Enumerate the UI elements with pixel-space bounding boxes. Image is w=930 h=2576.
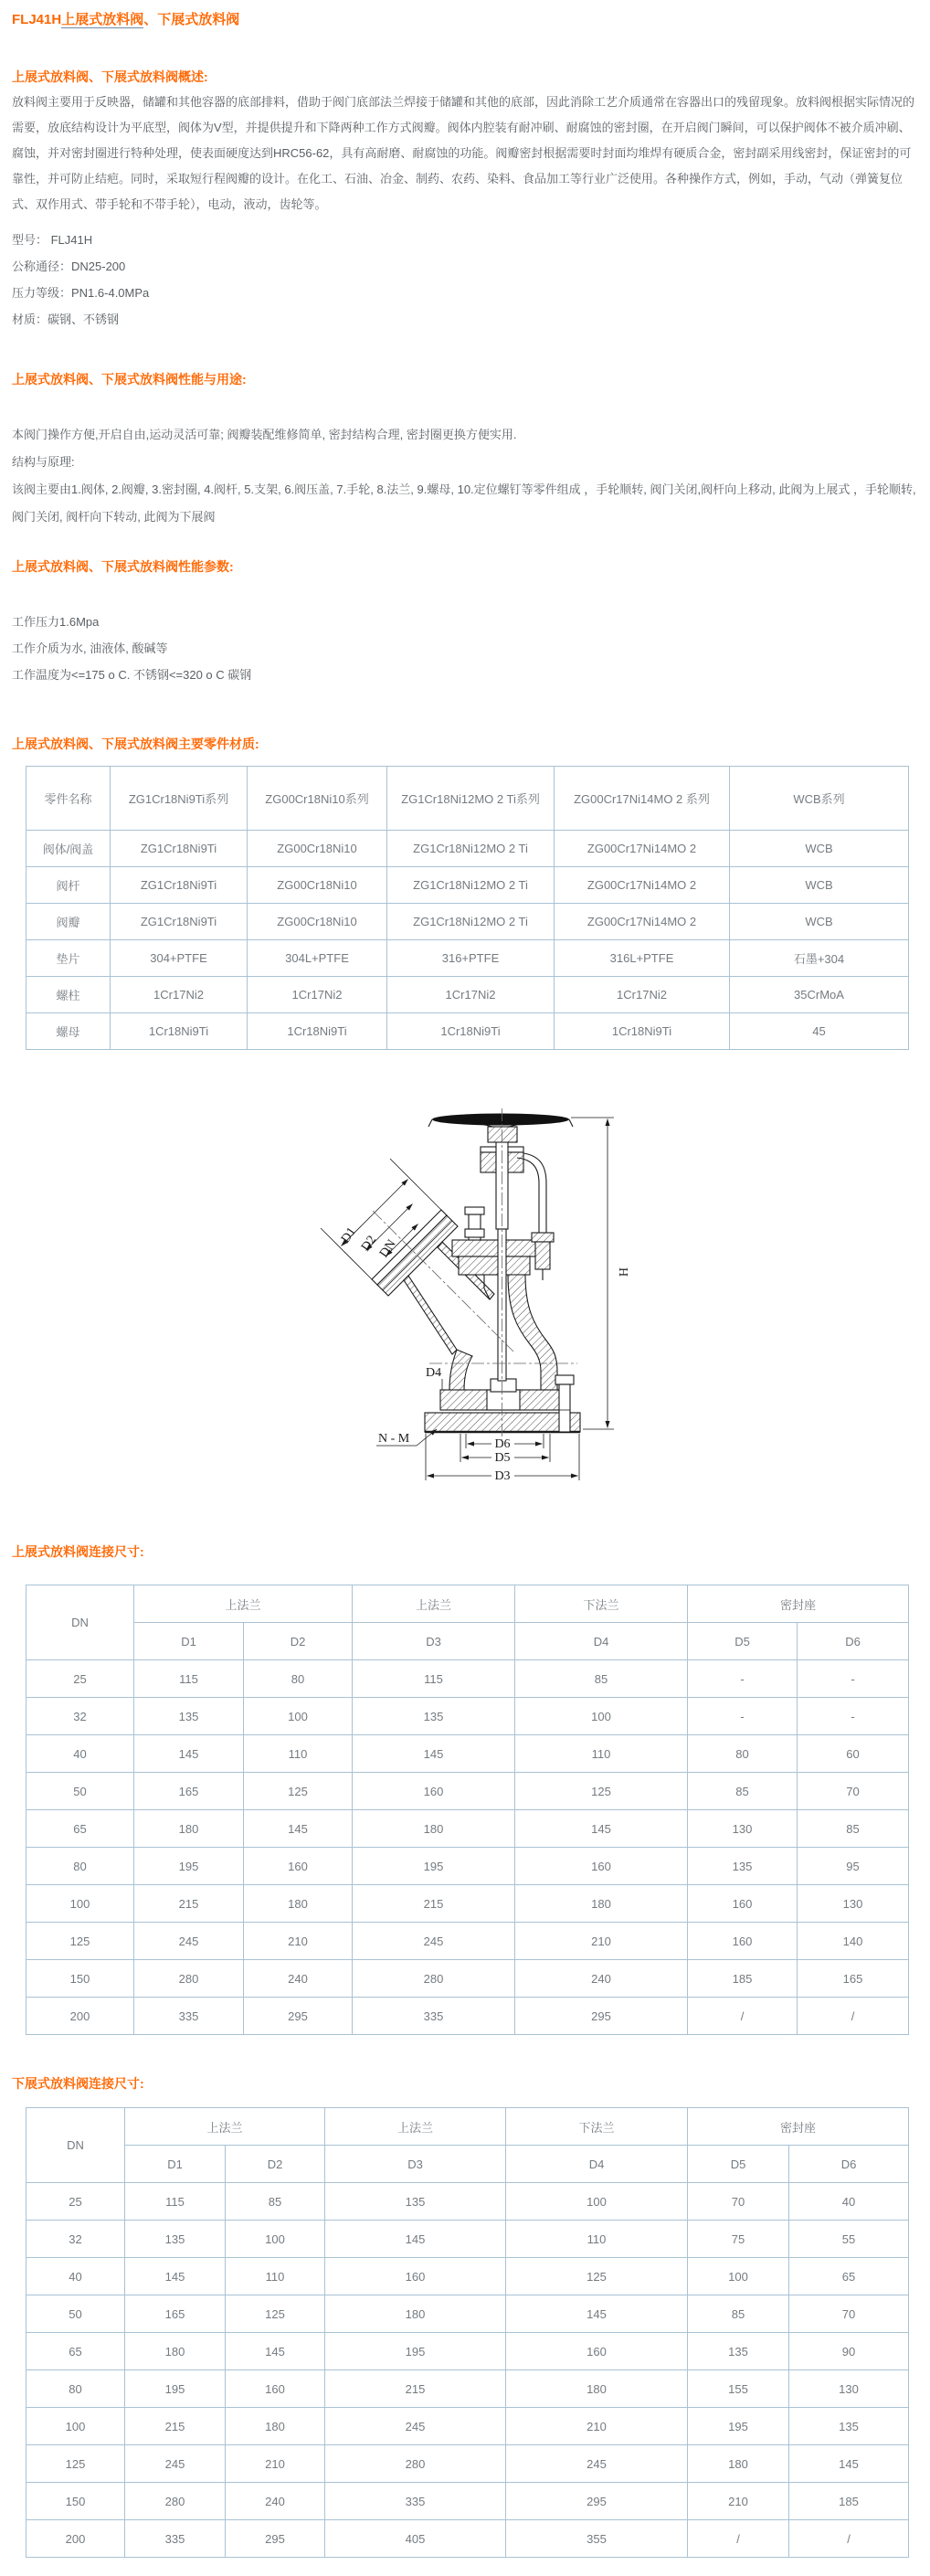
table-cell: 125 bbox=[26, 2445, 125, 2483]
table-cell: ZG1Cr18Ni12MO 2 Ti bbox=[387, 831, 555, 867]
table-row bbox=[26, 2221, 909, 2258]
column-header-dn: DN bbox=[26, 1585, 134, 1660]
table-row bbox=[26, 1848, 909, 1885]
upper-dims-table bbox=[26, 1585, 909, 2035]
table-row bbox=[26, 1773, 909, 1810]
table-cell: 135 bbox=[125, 2221, 226, 2258]
table-cell: 150 bbox=[26, 1960, 134, 1998]
table-cell: 100 bbox=[688, 2258, 789, 2295]
dimension-h bbox=[571, 1118, 629, 1429]
materials-header-row bbox=[26, 767, 909, 831]
table-cell: 145 bbox=[244, 1810, 353, 1848]
materials-table bbox=[26, 766, 909, 1050]
table-cell: 155 bbox=[688, 2370, 789, 2408]
table-cell: 130 bbox=[789, 2370, 909, 2408]
table-row bbox=[26, 1660, 909, 1698]
table-cell: WCB bbox=[730, 904, 909, 940]
table-cell: 335 bbox=[353, 1998, 515, 2035]
table-cell: 80 bbox=[26, 2370, 125, 2408]
table-cell: 螺母 bbox=[26, 1013, 111, 1050]
table-cell: 240 bbox=[226, 2483, 325, 2520]
column-group-header: 上法兰 bbox=[125, 2108, 325, 2146]
table-cell: 150 bbox=[26, 2483, 125, 2520]
table-cell: 32 bbox=[26, 1698, 134, 1735]
table-cell: ZG1Cr18Ni12MO 2 Ti bbox=[387, 867, 555, 904]
column-header: D4 bbox=[515, 1623, 688, 1660]
table-cell: 32 bbox=[26, 2221, 125, 2258]
table-cell: ZG00Cr17Ni14MO 2 bbox=[555, 831, 730, 867]
table-cell: / bbox=[789, 2520, 909, 2558]
table-cell: ZG1Cr18Ni12MO 2 Ti bbox=[387, 904, 555, 940]
table-cell: 125 bbox=[26, 1923, 134, 1960]
overview-heading: 上展式放料阀、下展式放料阀概述: bbox=[12, 69, 208, 84]
dims-header-group-row bbox=[26, 2108, 909, 2146]
performance-line-1: 本阀门操作方便,开启自由,运动灵活可靠; 阀瓣装配维修简单, 密封结构合理, 密封圈更换方便实用. bbox=[12, 428, 517, 441]
table-cell: 160 bbox=[688, 1923, 798, 1960]
table-cell: 335 bbox=[134, 1998, 244, 2035]
table-cell: 215 bbox=[125, 2408, 226, 2445]
table-cell: 70 bbox=[798, 1773, 909, 1810]
column-header: WCB系列 bbox=[730, 767, 909, 831]
table-row bbox=[26, 1885, 909, 1923]
table-cell: 85 bbox=[688, 2295, 789, 2333]
table-cell: 125 bbox=[506, 2258, 688, 2295]
dims-header-sub-row bbox=[26, 2146, 909, 2183]
table-cell: 50 bbox=[26, 2295, 125, 2333]
table-cell: 115 bbox=[134, 1660, 244, 1698]
table-cell: ZG1Cr18Ni9Ti bbox=[111, 904, 248, 940]
table-cell: 180 bbox=[506, 2370, 688, 2408]
table-cell: / bbox=[798, 1998, 909, 2035]
bottom-flange bbox=[425, 1375, 580, 1432]
table-cell: 145 bbox=[134, 1735, 244, 1773]
column-group-header: 上法兰 bbox=[325, 2108, 506, 2146]
table-cell: 165 bbox=[134, 1773, 244, 1810]
table-cell: 阀杆 bbox=[26, 867, 111, 904]
performance-heading: 上展式放料阀、下展式放料阀性能与用途: bbox=[12, 372, 247, 387]
table-cell: 180 bbox=[244, 1885, 353, 1923]
table-cell: 145 bbox=[125, 2258, 226, 2295]
table-cell: 70 bbox=[789, 2295, 909, 2333]
table-cell: ZG00Cr18Ni10 bbox=[248, 867, 387, 904]
dimension-label-d4: D4 bbox=[426, 1366, 442, 1380]
column-group-header: 密封座 bbox=[688, 1585, 909, 1623]
table-cell: 65 bbox=[26, 1810, 134, 1848]
table-cell: 245 bbox=[506, 2445, 688, 2483]
dimension-label-d3: D3 bbox=[494, 1469, 511, 1483]
table-cell: ZG00Cr18Ni10 bbox=[248, 904, 387, 940]
table-row bbox=[26, 1810, 909, 1848]
table-cell: 335 bbox=[125, 2520, 226, 2558]
column-header: D5 bbox=[688, 2146, 789, 2183]
column-header: D2 bbox=[226, 2146, 325, 2183]
column-group-header: 上法兰 bbox=[353, 1585, 515, 1623]
table-cell: 95 bbox=[798, 1848, 909, 1885]
table-cell: 180 bbox=[226, 2408, 325, 2445]
table-cell: 1Cr17Ni2 bbox=[248, 977, 387, 1013]
table-cell: 160 bbox=[506, 2333, 688, 2370]
page-title-link[interactable]: 上展式放料阀 bbox=[61, 12, 144, 27]
table-cell: 245 bbox=[325, 2408, 506, 2445]
table-cell: WCB bbox=[730, 831, 909, 867]
dimension-bottom bbox=[426, 1434, 579, 1483]
table-cell: 25 bbox=[26, 2183, 125, 2221]
table-row bbox=[26, 1998, 909, 2035]
table-cell: 210 bbox=[244, 1923, 353, 1960]
column-header: ZG00Cr18Ni10系列 bbox=[248, 767, 387, 831]
table-cell: 135 bbox=[688, 1848, 798, 1885]
lower-dims-table bbox=[26, 2107, 909, 2558]
working-medium-line: 工作介质为水, 油液体, 酸碱等 bbox=[12, 641, 168, 655]
table-cell: 165 bbox=[798, 1960, 909, 1998]
table-cell: 135 bbox=[789, 2408, 909, 2445]
table-cell: 145 bbox=[789, 2445, 909, 2483]
table-cell: 355 bbox=[506, 2520, 688, 2558]
column-header: ZG1Cr18Ni12MO 2 Ti系列 bbox=[387, 767, 555, 831]
performance-text bbox=[12, 421, 918, 531]
table-cell: 195 bbox=[353, 1848, 515, 1885]
table-row bbox=[26, 2258, 909, 2295]
dimension-label-d6: D6 bbox=[494, 1437, 511, 1451]
table-cell: 85 bbox=[515, 1660, 688, 1698]
table-cell: 195 bbox=[325, 2333, 506, 2370]
table-cell: 100 bbox=[244, 1698, 353, 1735]
table-row bbox=[26, 867, 909, 904]
table-cell: 295 bbox=[506, 2483, 688, 2520]
table-cell: 165 bbox=[125, 2295, 226, 2333]
page-title-model: FLJ41H bbox=[12, 12, 62, 27]
table-cell: 335 bbox=[325, 2483, 506, 2520]
column-group-header: 密封座 bbox=[688, 2108, 909, 2146]
table-cell: WCB bbox=[730, 867, 909, 904]
table-cell: - bbox=[798, 1698, 909, 1735]
table-cell: / bbox=[688, 2520, 789, 2558]
table-cell: 180 bbox=[353, 1810, 515, 1848]
dimension-label-d5: D5 bbox=[494, 1451, 511, 1465]
dimension-label-d1: D1 bbox=[338, 1224, 360, 1246]
table-cell: 295 bbox=[515, 1998, 688, 2035]
table-cell: ZG00Cr17Ni14MO 2 bbox=[555, 867, 730, 904]
table-cell: 145 bbox=[226, 2333, 325, 2370]
table-cell: 145 bbox=[506, 2295, 688, 2333]
table-row bbox=[26, 2333, 909, 2370]
table-cell: - bbox=[688, 1698, 798, 1735]
table-cell: 100 bbox=[506, 2183, 688, 2221]
column-group-header: 下法兰 bbox=[506, 2108, 688, 2146]
table-cell: 25 bbox=[26, 1660, 134, 1698]
dimension-label-h: H bbox=[616, 1267, 629, 1277]
table-cell: 1Cr17Ni2 bbox=[387, 977, 555, 1013]
table-cell: 195 bbox=[134, 1848, 244, 1885]
table-cell: 40 bbox=[26, 1735, 134, 1773]
column-header: D6 bbox=[798, 1623, 909, 1660]
table-cell: - bbox=[688, 1660, 798, 1698]
table-cell: 1Cr18Ni9Ti bbox=[111, 1013, 248, 1050]
parameters-heading: 上展式放料阀、下展式放料阀性能参数: bbox=[12, 559, 234, 574]
table-row bbox=[26, 2295, 909, 2333]
table-cell: 50 bbox=[26, 1773, 134, 1810]
table-cell: 100 bbox=[26, 1885, 134, 1923]
table-cell: 55 bbox=[789, 2221, 909, 2258]
table-cell: 180 bbox=[134, 1810, 244, 1848]
table-cell: 200 bbox=[26, 1998, 134, 2035]
table-cell: 135 bbox=[325, 2183, 506, 2221]
table-cell: 125 bbox=[515, 1773, 688, 1810]
table-cell: 210 bbox=[515, 1923, 688, 1960]
materials-heading: 上展式放料阀、下展式放料阀主要零件材质: bbox=[12, 737, 259, 751]
table-cell: 304+PTFE bbox=[111, 940, 248, 977]
table-cell: 145 bbox=[353, 1735, 515, 1773]
working-temperature-line: 工作温度为<=175 o C. 不锈钢<=320 o C 碳钢 bbox=[12, 668, 252, 682]
performance-line-3: 该阀主要由1.阀体, 2.阀瓣, 3.密封圈, 4.阀杆, 5.支架, 6.阀压盖, 7.手轮, 8.法兰, 9.螺母, 10.定位螺钉等零件组成 ，手轮顺转, 阀门关闭,阀杆向上移动, 此阀为上展式 ，手轮顺转, 阀门关闭, 阀杆向下转动, 此阀为下展阀 bbox=[12, 482, 916, 524]
table-cell: 40 bbox=[789, 2183, 909, 2221]
table-cell: 1Cr17Ni2 bbox=[111, 977, 248, 1013]
table-row bbox=[26, 940, 909, 977]
table-cell: 115 bbox=[353, 1660, 515, 1698]
table-cell: 145 bbox=[325, 2221, 506, 2258]
pressure-rating-line: 压力等级：PN1.6-4.0MPa bbox=[12, 286, 150, 300]
table-cell: 304L+PTFE bbox=[248, 940, 387, 977]
column-header-dn: DN bbox=[26, 2108, 125, 2183]
upper-dims-heading: 上展式放料阀连接尺寸: bbox=[12, 1544, 144, 1559]
table-cell: 80 bbox=[688, 1735, 798, 1773]
table-cell: 110 bbox=[515, 1735, 688, 1773]
column-header: D5 bbox=[688, 1623, 798, 1660]
column-header: D1 bbox=[134, 1623, 244, 1660]
column-header: D4 bbox=[506, 2146, 688, 2183]
table-cell: 130 bbox=[798, 1885, 909, 1923]
page-title-suffix: 、下展式放料阀 bbox=[143, 12, 240, 27]
table-cell: 210 bbox=[506, 2408, 688, 2445]
table-row bbox=[26, 1013, 909, 1050]
table-cell: 阀瓣 bbox=[26, 904, 111, 940]
column-group-header: 下法兰 bbox=[515, 1585, 688, 1623]
table-cell: 180 bbox=[515, 1885, 688, 1923]
table-cell: 110 bbox=[244, 1735, 353, 1773]
table-cell: 185 bbox=[688, 1960, 798, 1998]
table-cell: 125 bbox=[226, 2295, 325, 2333]
table-cell: 316+PTFE bbox=[387, 940, 555, 977]
table-cell: 160 bbox=[325, 2258, 506, 2295]
table-cell: 160 bbox=[244, 1848, 353, 1885]
table-cell: 215 bbox=[134, 1885, 244, 1923]
table-cell: 石墨+304 bbox=[730, 940, 909, 977]
table-cell: 85 bbox=[798, 1810, 909, 1848]
column-group-header: 上法兰 bbox=[134, 1585, 353, 1623]
overview-meta bbox=[12, 227, 918, 333]
table-cell: 280 bbox=[134, 1960, 244, 1998]
table-cell: ZG1Cr18Ni9Ti bbox=[111, 867, 248, 904]
table-row bbox=[26, 1735, 909, 1773]
dimension-label-dn: DN bbox=[376, 1237, 399, 1261]
table-cell: 210 bbox=[226, 2445, 325, 2483]
table-cell: 280 bbox=[353, 1960, 515, 1998]
table-cell: 80 bbox=[26, 1848, 134, 1885]
table-cell: 125 bbox=[244, 1773, 353, 1810]
table-cell: 135 bbox=[688, 2333, 789, 2370]
table-cell: 65 bbox=[789, 2258, 909, 2295]
table-cell: 85 bbox=[226, 2183, 325, 2221]
table-cell: 160 bbox=[353, 1773, 515, 1810]
parameters-text bbox=[12, 609, 918, 688]
table-cell: 85 bbox=[688, 1773, 798, 1810]
table-cell: 60 bbox=[798, 1735, 909, 1773]
material-line: 材质：碳钢、不锈钢 bbox=[12, 313, 120, 326]
table-cell: 垫片 bbox=[26, 940, 111, 977]
table-row bbox=[26, 2370, 909, 2408]
table-cell: 180 bbox=[325, 2295, 506, 2333]
table-cell: 200 bbox=[26, 2520, 125, 2558]
lower-dims-heading: 下展式放料阀连接尺寸: bbox=[12, 2076, 144, 2091]
handwheel bbox=[428, 1114, 573, 1143]
table-cell: 135 bbox=[353, 1698, 515, 1735]
table-row bbox=[26, 2483, 909, 2520]
table-cell: 100 bbox=[226, 2221, 325, 2258]
table-cell: ZG00Cr17Ni14MO 2 bbox=[555, 904, 730, 940]
column-header: D6 bbox=[789, 2146, 909, 2183]
table-cell: 295 bbox=[244, 1998, 353, 2035]
table-cell: 100 bbox=[26, 2408, 125, 2445]
table-cell: 240 bbox=[244, 1960, 353, 1998]
table-cell: 280 bbox=[125, 2483, 226, 2520]
table-cell: 280 bbox=[325, 2445, 506, 2483]
column-header: ZG00Cr17Ni14MO 2 系列 bbox=[555, 767, 730, 831]
table-cell: 405 bbox=[325, 2520, 506, 2558]
table-cell: 70 bbox=[688, 2183, 789, 2221]
table-cell: 40 bbox=[26, 2258, 125, 2295]
table-cell: 45 bbox=[730, 1013, 909, 1050]
page-title bbox=[12, 0, 918, 29]
table-cell: 100 bbox=[515, 1698, 688, 1735]
table-cell: 135 bbox=[134, 1698, 244, 1735]
table-cell: 140 bbox=[798, 1923, 909, 1960]
dims-header-sub-row bbox=[26, 1623, 909, 1660]
table-row bbox=[26, 831, 909, 867]
table-cell: 145 bbox=[515, 1810, 688, 1848]
nominal-diameter-line: 公称通径：DN25-200 bbox=[12, 260, 126, 273]
table-cell: / bbox=[688, 1998, 798, 2035]
table-cell: 316L+PTFE bbox=[555, 940, 730, 977]
column-header: D2 bbox=[244, 1623, 353, 1660]
table-row bbox=[26, 1960, 909, 1998]
table-cell: 115 bbox=[125, 2183, 226, 2221]
table-cell: 130 bbox=[688, 1810, 798, 1848]
table-cell: 180 bbox=[688, 2445, 789, 2483]
table-cell: 245 bbox=[134, 1923, 244, 1960]
table-cell: 180 bbox=[125, 2333, 226, 2370]
table-cell: 295 bbox=[226, 2520, 325, 2558]
bonnet-flange bbox=[452, 1207, 536, 1275]
dimension-inlet bbox=[321, 1159, 447, 1285]
table-cell: 215 bbox=[325, 2370, 506, 2408]
table-row bbox=[26, 2408, 909, 2445]
valve-technical-drawing bbox=[303, 1105, 667, 1507]
table-row bbox=[26, 977, 909, 1013]
table-cell: 75 bbox=[688, 2221, 789, 2258]
table-cell: 240 bbox=[515, 1960, 688, 1998]
dims-header-group-row bbox=[26, 1585, 909, 1623]
table-cell: 35CrMoA bbox=[730, 977, 909, 1013]
table-cell: 110 bbox=[506, 2221, 688, 2258]
table-cell: 80 bbox=[244, 1660, 353, 1698]
table-row bbox=[26, 904, 909, 940]
table-cell: 1Cr17Ni2 bbox=[555, 977, 730, 1013]
working-pressure-line: 工作压力1.6Mpa bbox=[12, 615, 100, 629]
column-header: 零件名称 bbox=[26, 767, 111, 831]
table-cell: ZG1Cr18Ni9Ti bbox=[111, 831, 248, 867]
table-cell: 1Cr18Ni9Ti bbox=[387, 1013, 555, 1050]
table-cell: 160 bbox=[226, 2370, 325, 2408]
dimension-label-n-m: N - M bbox=[378, 1432, 410, 1446]
table-cell: 195 bbox=[125, 2370, 226, 2408]
table-cell: 90 bbox=[789, 2333, 909, 2370]
table-row bbox=[26, 2183, 909, 2221]
overview-paragraph: 放料阀主要用于反映器，储罐和其他容器的底部排料，借助于阀门底部法兰焊接于储罐和其他的底部，因此消除工艺介质通常在容器出口的残留现象。放料阀根据实际情况的需要，放底结构设计为平底型，阀体为V型，并提供提升和下降两种工作方式阀瓣。阀体内腔装有耐冲刷、耐腐蚀的密封圈，在开启阀门瞬间，可以保护阀体不被介质冲刷、腐蚀，并对密封圈进行特种处理，使表面硬度达到HRC56-62，具有高耐磨、耐腐蚀的功能。阀瓣密封根据需要时封面均堆焊有硬质合金，密封副采用线密封，保证密封的可靠性，并可防止结疤。同时，采取短行程阀瓣的设计。在化工、石油、冶金、制药、农药、染料、食品加工等行业广泛使用。各种操作方式，例如，手动，气动（弹簧复位式、双作用式、带手轮和不带手轮），电动，液动，齿轮等。 bbox=[12, 95, 915, 211]
dimension-label-d2: D2 bbox=[358, 1233, 380, 1255]
table-cell: 160 bbox=[688, 1885, 798, 1923]
dimension-d4 bbox=[426, 1366, 442, 1390]
table-row bbox=[26, 1698, 909, 1735]
performance-line-2: 结构与原理: bbox=[12, 455, 75, 469]
table-cell: 65 bbox=[26, 2333, 125, 2370]
table-cell: 1Cr18Ni9Ti bbox=[248, 1013, 387, 1050]
table-cell: ZG00Cr18Ni10 bbox=[248, 831, 387, 867]
table-cell: 215 bbox=[353, 1885, 515, 1923]
model-line: 型号： FLJ41H bbox=[12, 233, 93, 247]
table-cell: 245 bbox=[125, 2445, 226, 2483]
table-row bbox=[26, 1923, 909, 1960]
column-header: D1 bbox=[125, 2146, 226, 2183]
column-header: ZG1Cr18Ni9Ti系列 bbox=[111, 767, 248, 831]
table-row bbox=[26, 2520, 909, 2558]
table-cell: 阀体/阀盖 bbox=[26, 831, 111, 867]
table-cell: 螺柱 bbox=[26, 977, 111, 1013]
table-cell: 210 bbox=[688, 2483, 789, 2520]
table-cell: 195 bbox=[688, 2408, 789, 2445]
column-header: D3 bbox=[325, 2146, 506, 2183]
table-cell: 110 bbox=[226, 2258, 325, 2295]
column-header: D3 bbox=[353, 1623, 515, 1660]
table-cell: - bbox=[798, 1660, 909, 1698]
table-row bbox=[26, 2445, 909, 2483]
table-cell: 160 bbox=[515, 1848, 688, 1885]
table-cell: 185 bbox=[789, 2483, 909, 2520]
table-cell: 1Cr18Ni9Ti bbox=[555, 1013, 730, 1050]
table-cell: 245 bbox=[353, 1923, 515, 1960]
